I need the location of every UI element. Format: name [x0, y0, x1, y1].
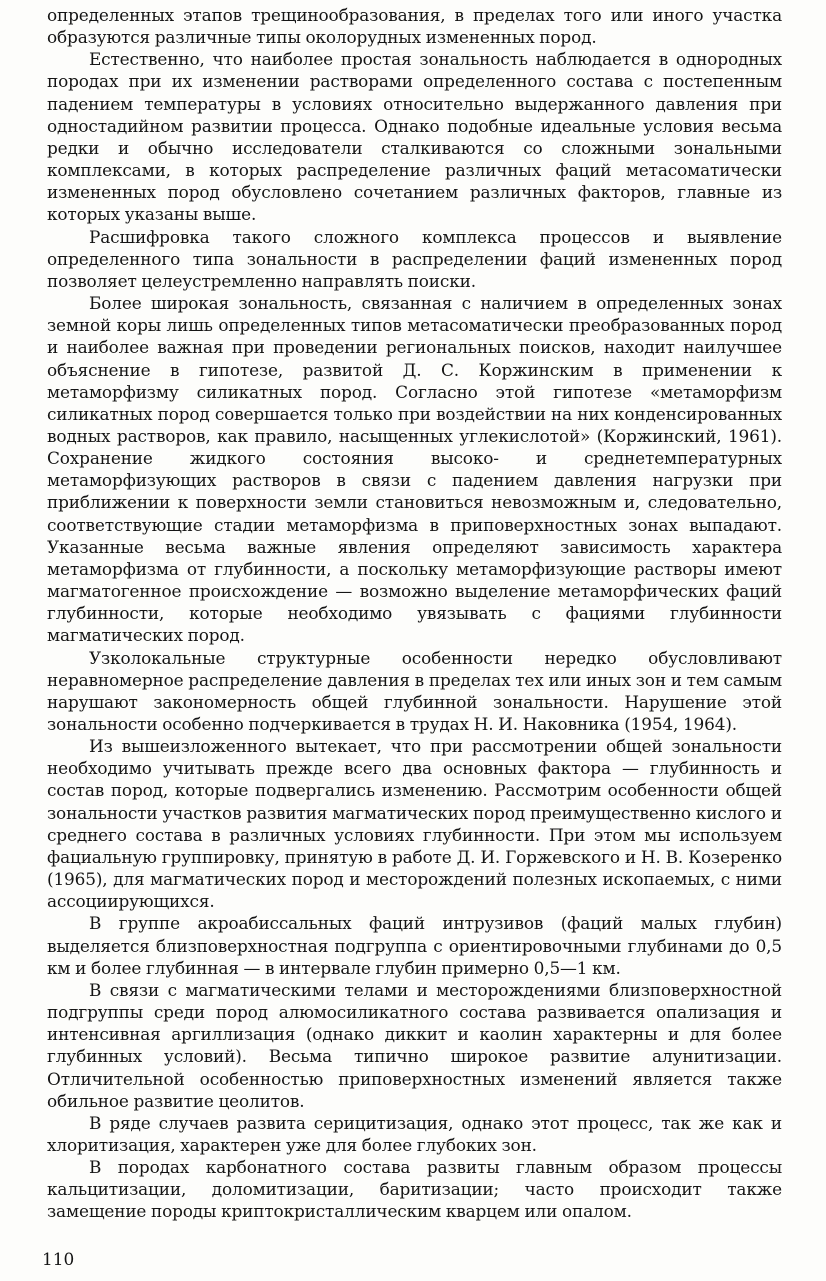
paragraph-4: Более широкая зональность, связанная с наличием в определенных зонах земной коры лишь определенных типов метасоматически преобразованных пород и наиболее важная при проведении региональных поисков, находит наилучшее объяснение в гипотезе, развитой Д. С. Коржинским в применении к метаморфизму силикатных пород. Согласно этой гипотезе «метаморфизм силикатных пород совершается только при воздействии на них конденсированных водных растворов, как правило, насыщенных углекислотой» (Коржинский, 1961). Сохранение жидкого состояния высоко- и среднетемпературных метаморфизующих растворов в связи с падением давления нагрузки при приближении к поверхности земли становиться невозможным и, следовательно, соответствующие стадии метаморфизма в приповерхностных зонах выпадают. Указанные весьма важные явления определяют зависимость характера метаморфизма от глубинности, а поскольку метаморфизующие растворы имеют магматогенное происхождение — возможно выделение метаморфических фаций глубинности, которые необходимо увязывать с фациями глубинности магматических пород.	[47, 293, 782, 646]
paragraph-10: В породах карбонатного состава развиты главным образом процессы кальцитизации, доломитизации, баритизации; часто происходит также замещение породы криптокристаллическим кварцем или опалом.	[47, 1157, 782, 1222]
paragraph-3: Расшифровка такого сложного комплекса процессов и выявление определенного типа зональности в распределении фаций измененных пород позволяет целеустремленно направлять поиски.	[47, 226, 782, 291]
paragraph-6: Из вышеизложенного вытекает, что при рассмотрении общей зональности необходимо учитывать прежде всего два основных фактора — глубинность и состав пород, которые подвергались изменению. Рассмотрим особенности общей зональности участков развития магматических пород преимущественно кислого и среднего состава в различных условиях глубинности. При этом мы используем фациальную группировку, принятую в работе Д. И. Горжевского и Н. В. Козеренко (1965), для магматических пород и месторождений полезных ископаемых, с ними ассоциирующихся.	[47, 736, 782, 912]
paragraph-7: В группе акроабиссальных фаций интрузивов (фаций малых глубин) выделяется близповерхностная подгруппа с ориентировочными глубинами до 0,5 км и более глубинная — в интервале глубин примерно 0,5—1 км.	[47, 913, 782, 978]
body-text	[47, 4, 782, 1223]
paragraph-9: В ряде случаев развита серицитизация, однако этот процесс, так же как и хлоритизация, характерен уже для более глубоких зон.	[47, 1112, 782, 1155]
page-number: 110	[42, 1249, 75, 1269]
paragraph-5: Узколокальные структурные особенности нередко обусловливают неравномерное распределение давления в пределах тех или иных зон и тем самым нарушают закономерность общей глубинной зональности. Нарушение этой зональности особенно подчеркивается в трудах Н. И. Наковника (1954, 1964).	[47, 647, 782, 734]
paragraph-2: Естественно, что наиболее простая зональность наблюдается в однородных породах при их изменении растворами определенного состава с постепенным падением температуры в условиях относительно выдержанного давления при одностадийном развитии процесса. Однако подобные идеальные условия весьма редки и обычно исследователи сталкиваются со сложными зональными комплексами, в которых распределение различных фаций метасоматически измененных пород обусловлено сочетанием различных факторов, главные из которых указаны выше.	[47, 49, 782, 225]
paragraph-8: В связи с магматическими телами и месторождениями близповерхностной подгруппы среди пород алюмосиликатного состава развивается опализация и интенсивная аргиллизация (однако диккит и каолин характерны и для более глубинных условий). Весьма типично широкое развитие алунитизации. Отличительной особенностью приповерхностных изменений является также обильное развитие цеолитов.	[47, 979, 782, 1111]
paragraph-1: определенных этапов трещинообразования, в пределах того или иного участка образуются различные типы околорудных измененных пород.	[47, 5, 782, 48]
